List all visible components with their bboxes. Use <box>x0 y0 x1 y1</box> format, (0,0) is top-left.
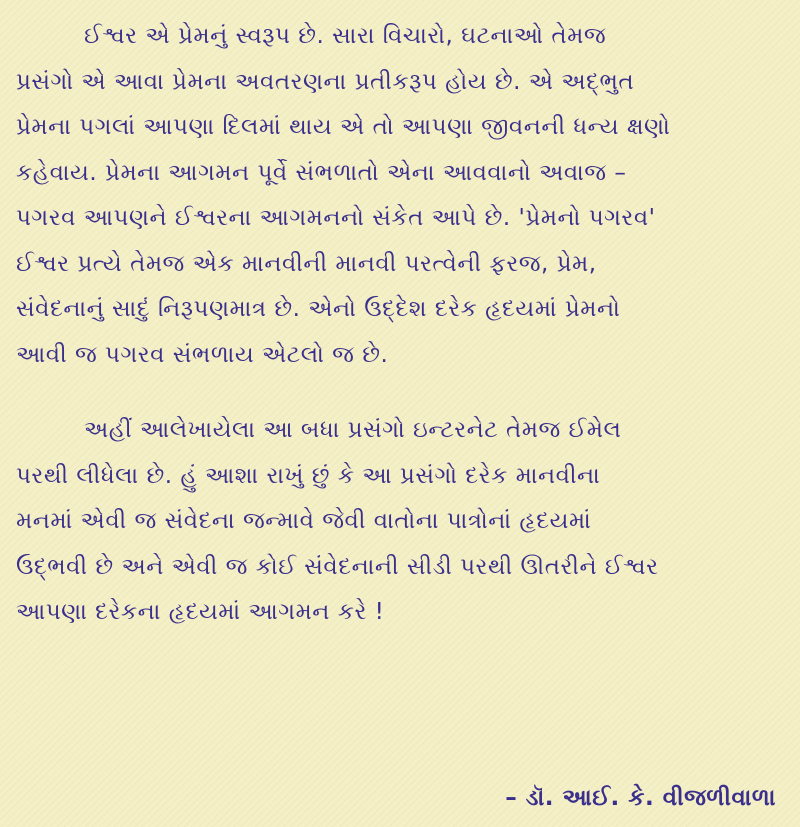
text-line: પ્રેમના પગલાં આપણા દિલમાં થાય એ તો આપણા જીવનની ધન્ય ક્ષણો <box>16 114 671 140</box>
author-signature: – ડૉ. આઈ. કે. વીજળીવાળા <box>505 785 776 811</box>
text-line: પગરવ આપણને ઈશ્વરના આગમનનો સંકેત આપે છે. 'પ્રેમનો પગરવ' <box>16 205 656 231</box>
paragraph-gap <box>16 378 780 408</box>
text-line: પરથી લીધેલા છે. હું આશા રાખું છું કે આ પ્રસંગો દરેક માનવીના <box>16 462 601 489</box>
text-line: અહીં આલેખાયેલા આ બધા પ્રસંગો ઇન્ટરનેટ તેમજ ઈમેલ <box>84 417 622 443</box>
text-line: ઈશ્વર એ પ્રેમનું સ્વરૂપ છે. સારા વિચારો, ઘટનાઓ તેમજ <box>84 23 607 49</box>
text-line: કહેવાય. પ્રેમના આગમન પૂર્વે સંભળાતો એના આવવાનો અવાજ – <box>16 159 627 186</box>
text-line: મનમાં એવી જ સંવેદના જન્માવે જેવી વાતોના પાત્રોનાં હૃદયમાં <box>16 508 592 534</box>
paragraph-2 <box>16 408 780 636</box>
text-line: ઈશ્વર પ્રત્યે તેમજ એક માનવીની માનવી પરત્વેની ફરજ, પ્રેમ, <box>16 250 597 277</box>
text-line: પ્રસંગો એ આવા પ્રેમના અવતરણના પ્રતીકરૂપ હોય છે. એ અદ્ભુત <box>16 68 635 95</box>
text-line: ઉદ્ભવી છે અને એવી જ કોઈ સંવેદનાની સીડી પરથી ઊતરીને ઈશ્વર <box>16 553 659 580</box>
text-line: સંવેદનાનું સાદું નિરૂપણમાત્ર છે. એનો ઉદ્દેશ દરેક હૃદયમાં પ્રેમનો <box>16 296 621 322</box>
text-line: આવી જ પગરવ સંભળાય એટલો જ છે. <box>16 341 389 368</box>
paragraph-1 <box>16 14 780 378</box>
text-line: આપણા દરેકના હૃદયમાં આગમન કરે ! <box>16 599 385 625</box>
